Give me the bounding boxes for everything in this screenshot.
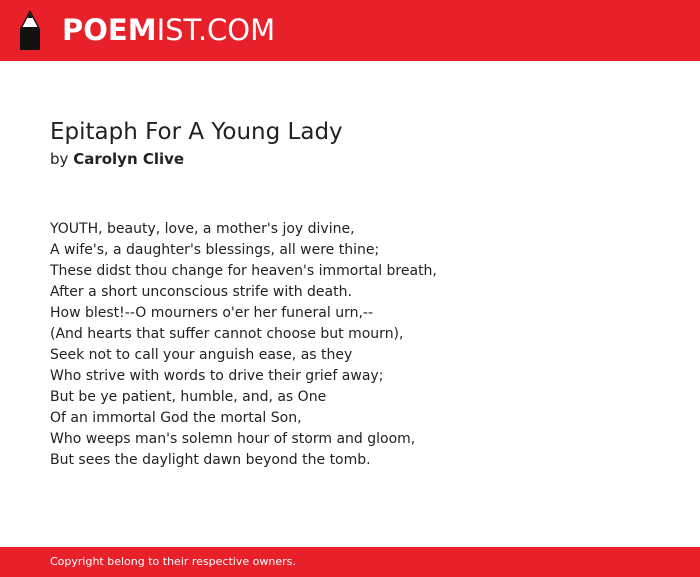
poem-byline [50, 148, 184, 170]
poem-line: How blest!--O mourners o'er her funeral urn,-- [50, 305, 374, 321]
byline-label: by [50, 150, 69, 168]
logo-bold-text: POEM [62, 13, 157, 47]
pencil-icon [18, 9, 42, 51]
poem-line: Seek not to call your anguish ease, as they [50, 347, 353, 363]
poem-line: These didst thou change for heaven's immortal breath, [50, 263, 437, 279]
poem-author: Carolyn Clive [73, 150, 185, 168]
poem-body [50, 219, 437, 471]
poem-line: But be ye patient, humble, and, as One [50, 389, 327, 405]
poem-line: (And hearts that suffer cannot choose but mourn), [50, 326, 404, 342]
poem-line: Who strive with words to drive their grief away; [50, 368, 384, 384]
poem-line: A wife's, a daughter's blessings, all were thine; [50, 242, 380, 258]
poem-line: YOUTH, beauty, love, a mother's joy divine, [50, 221, 355, 237]
site-header [0, 0, 700, 61]
logo-light-text: IST.COM [156, 13, 276, 47]
poem-line: But sees the daylight dawn beyond the tomb. [50, 452, 371, 468]
poem-title: Epitaph For A Young Lady [50, 119, 343, 145]
poem-line: After a short unconscious strife with death. [50, 284, 352, 300]
site-logo-text [62, 9, 275, 51]
poem-line: Who weeps man's solemn hour of storm and gloom, [50, 431, 416, 447]
copyright-text: Copyright belong to their respective owners. [50, 555, 296, 568]
poem-line: Of an immortal God the mortal Son, [50, 410, 302, 426]
site-footer [0, 547, 700, 577]
site-logo-link[interactable] [18, 9, 275, 51]
